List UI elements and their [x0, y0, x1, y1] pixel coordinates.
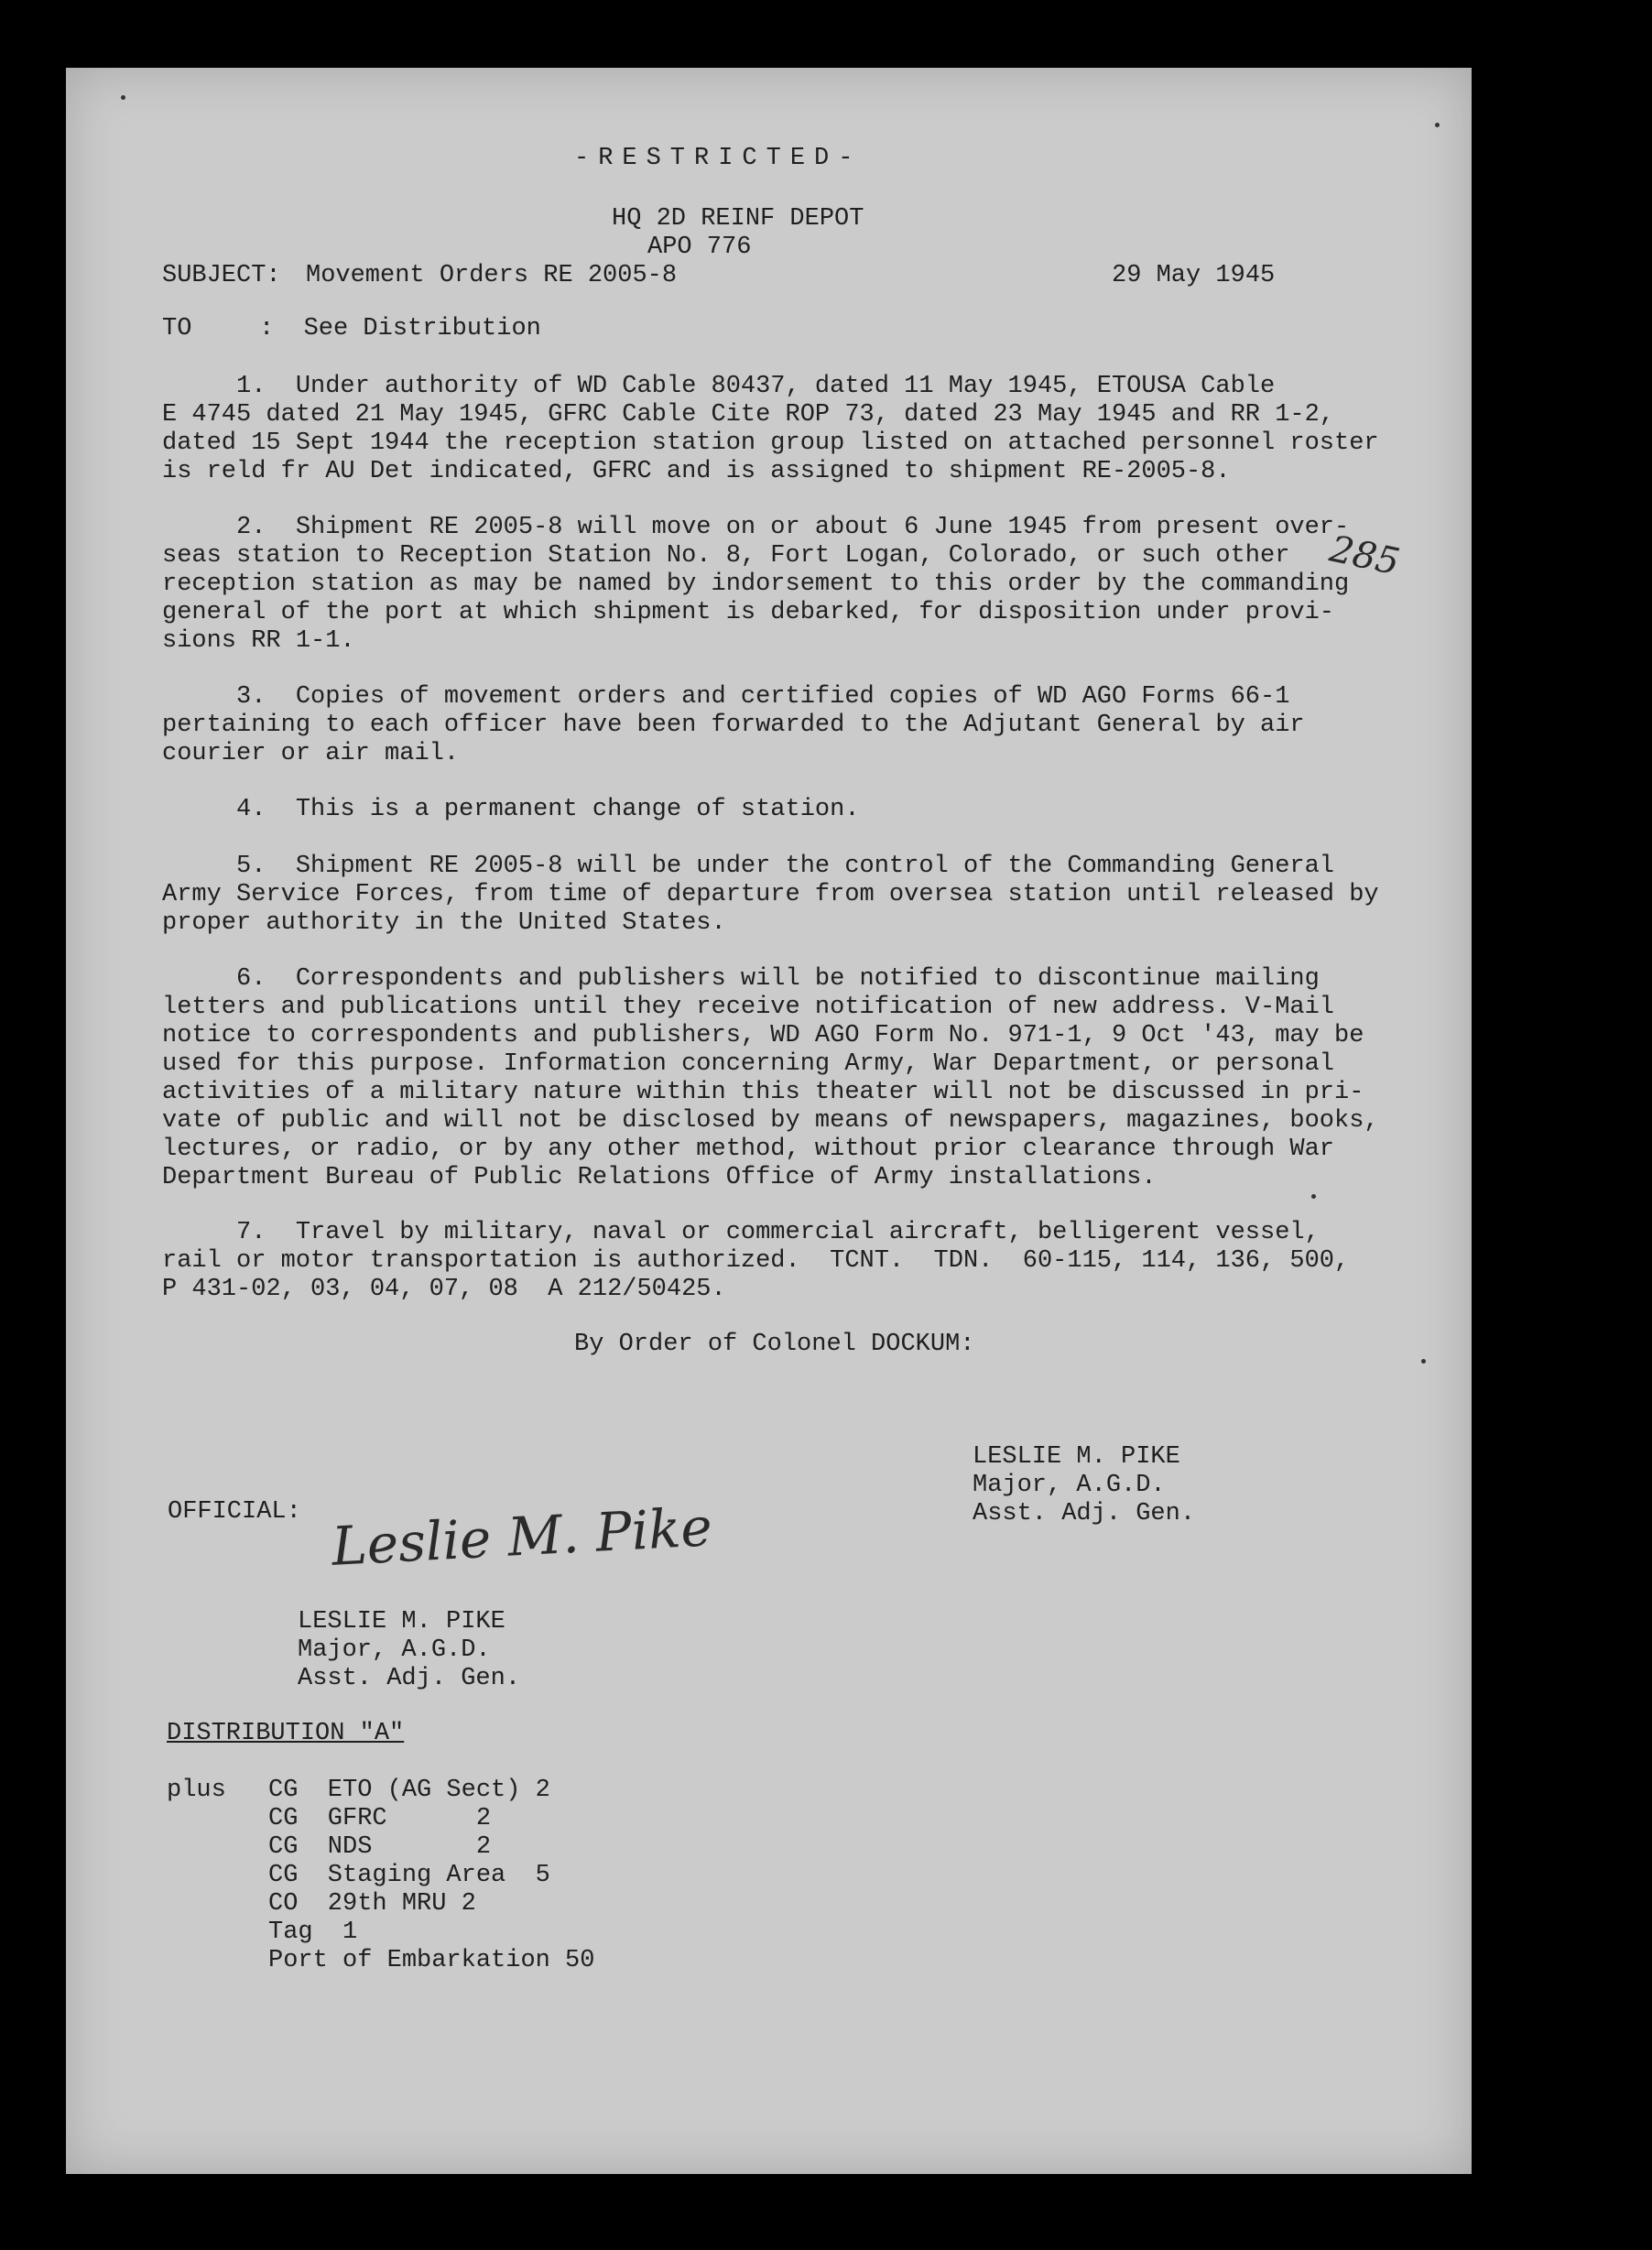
paragraph-3 [162, 683, 1371, 768]
signer-left-title: Asst. Adj. Gen. [298, 1665, 521, 1692]
to-label: TO [162, 315, 192, 342]
paragraph-line: P 431-02, 03, 04, 07, 08 A 212/50425. [162, 1276, 726, 1303]
paragraph-line: sions RR 1-1. [162, 627, 355, 655]
speck [1311, 1194, 1316, 1199]
paragraph-line: rail or motor transportation is authorized. TCNT. TDN. 60-115, 114, 136, 500, [162, 1247, 1350, 1275]
paragraph-2 [162, 514, 1371, 656]
by-order-line: By Order of Colonel DOCKUM: [574, 1331, 975, 1358]
paragraph-line: is reld fr AU Det indicated, GFRC and is assigned to shipment RE-2005-8. [162, 458, 1231, 485]
paragraph-line: Department Bureau of Public Relations Office of Army installations. [162, 1164, 1157, 1191]
handwritten-signature: Leslie M. Pike [330, 1495, 714, 1578]
paragraph-line: notice to correspondents and publishers, WD AGO Form No. 971-1, 9 Oct '43, may be [162, 1022, 1364, 1049]
distribution-line: Port of Embarkation 50 [268, 1947, 595, 1974]
distribution-prefix: plus [167, 1777, 226, 1804]
signer-right-rank: Major, A.G.D. [973, 1472, 1166, 1499]
paragraph-line: letters and publications until they receive notification of new address. V-Mail [162, 994, 1335, 1021]
signer-left-name: LESLIE M. PIKE [298, 1608, 505, 1636]
paragraph-line: seas station to Reception Station No. 8, Fort Logan, Colorado, or such other [162, 542, 1290, 570]
distribution-line: CG ETO (AG Sect) 2 [268, 1777, 550, 1804]
paragraph-line: 1. Under authority of WD Cable 80437, dated 11 May 1945, ETOUSA Cable [162, 373, 1276, 400]
distribution-line: CG GFRC 2 [268, 1805, 492, 1832]
subject-text: Movement Orders RE 2005-8 [306, 262, 678, 289]
paragraph-line: E 4745 dated 21 May 1945, GFRC Cable Cite ROP 73, dated 23 May 1945 and RR 1-2, [162, 401, 1335, 429]
paragraph-line: pertaining to each officer have been forwarded to the Adjutant General by air [162, 712, 1305, 739]
paragraph-line: courier or air mail. [162, 740, 460, 767]
paragraph-line: 7. Travel by military, naval or commercial aircraft, belligerent vessel, [162, 1219, 1320, 1246]
distribution-line: CG NDS 2 [268, 1833, 492, 1861]
speck [1435, 123, 1440, 127]
paragraph-1 [162, 373, 1379, 486]
speck [121, 95, 125, 100]
classification-marking: -RESTRICTED- [574, 145, 863, 172]
distribution-title: DISTRIBUTION "A" [167, 1720, 405, 1747]
paragraph-line: reception station as may be named by indorsement to this order by the commanding [162, 571, 1350, 598]
paragraph-5 [162, 853, 1379, 938]
paragraph-7 [162, 1219, 1371, 1304]
paragraph-6 [162, 965, 1379, 1192]
paragraph-line: 4. This is a permanent change of station. [162, 796, 860, 823]
distribution-line: CG Staging Area 5 [268, 1862, 550, 1889]
paragraph-line: activities of a military nature within this theater will not be discussed in pri- [162, 1079, 1364, 1106]
distribution-line: Tag 1 [268, 1918, 358, 1946]
document-date: 29 May 1945 [1112, 262, 1276, 289]
to-recipient: : See Distribution [259, 315, 541, 342]
paragraph-line: 3. Copies of movement orders and certified copies of WD AGO Forms 66-1 [162, 683, 1290, 711]
paragraph-line: Army Service Forces, from time of departure from oversea station until released by [162, 881, 1379, 908]
paragraph-line: vate of public and will not be disclosed by means of newspapers, magazines, books, [162, 1107, 1379, 1135]
paragraph-line: used for this purpose. Information concerning Army, War Department, or personal [162, 1050, 1335, 1078]
signer-right-title: Asst. Adj. Gen. [973, 1500, 1196, 1527]
apo-number: APO 776 [647, 234, 752, 261]
official-label: OFFICIAL: [168, 1498, 301, 1526]
subject-label: SUBJECT: [162, 262, 281, 289]
handwritten-page-number: 285 [1326, 527, 1404, 584]
signer-right-name: LESLIE M. PIKE [973, 1443, 1180, 1471]
document-page [66, 68, 1472, 2174]
signer-left-rank: Major, A.G.D. [298, 1636, 491, 1664]
paragraph-line: general of the port at which shipment is debarked, for disposition under provi- [162, 599, 1335, 626]
paragraph-line: dated 15 Sept 1944 the reception station group listed on attached personnel roster [162, 429, 1379, 457]
unit-name: HQ 2D REINF DEPOT [612, 205, 864, 233]
paragraph-line: lectures, or radio, or by any other method, without prior clearance through War [162, 1136, 1335, 1163]
paragraph-line: 6. Correspondents and publishers will be notified to discontinue mailing [162, 965, 1320, 993]
speck [1421, 1359, 1426, 1364]
paragraph-4 [162, 796, 1371, 824]
paragraph-line: 5. Shipment RE 2005-8 will be under the control of the Commanding General [162, 853, 1335, 880]
distribution-line: CO 29th MRU 2 [268, 1890, 476, 1918]
paragraph-line: 2. Shipment RE 2005-8 will move on or about 6 June 1945 from present over- [162, 514, 1350, 541]
paragraph-line: proper authority in the United States. [162, 909, 726, 937]
